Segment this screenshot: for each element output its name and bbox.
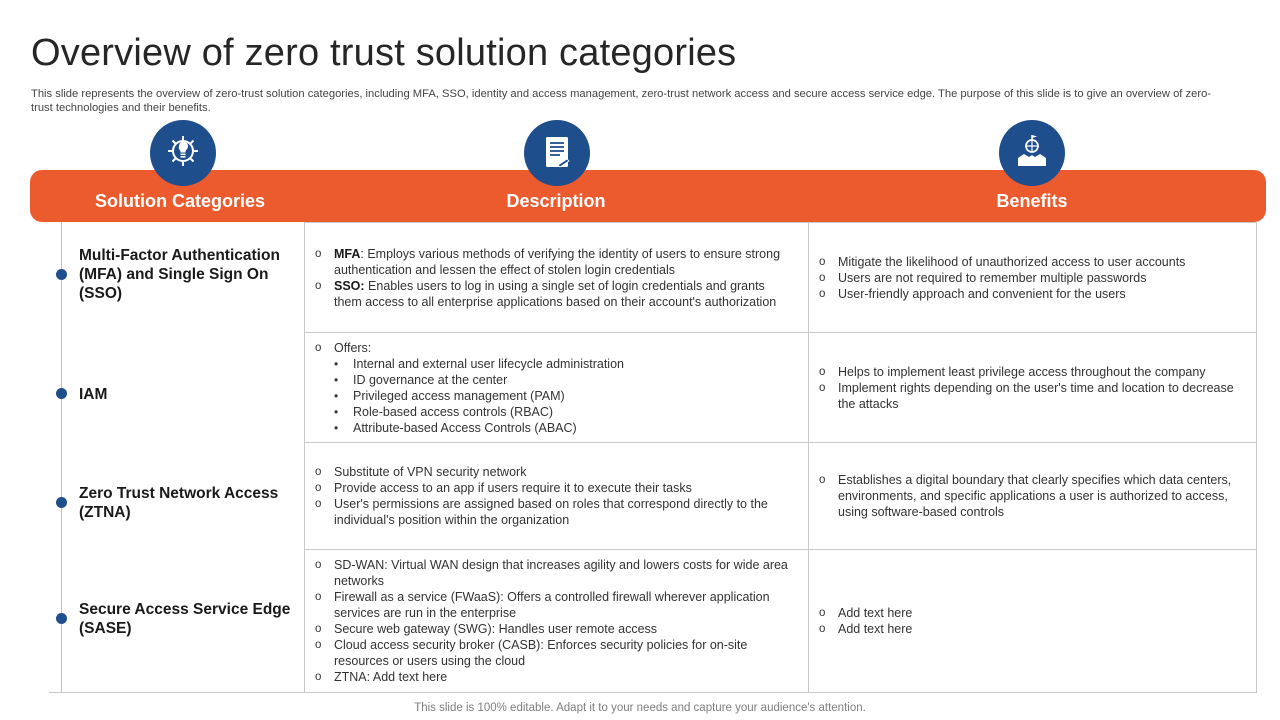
list-item: o User-friendly approach and convenient for the users xyxy=(819,286,1244,302)
list-item: o SSO: Enables users to log in using a single set of login credentials and grants them access to all enterprise applications based on their account's authorization xyxy=(315,278,796,310)
category-ztna: Zero Trust Network Access (ZTNA) xyxy=(79,485,279,521)
list-item: o ZTNA: Add text here xyxy=(315,669,796,685)
benefits-cell-ztna xyxy=(808,442,1257,550)
timeline-dot xyxy=(56,269,67,280)
page-subtitle: This slide represents the overview of zero-trust solution categories, including MFA, SSO, identity and access management, zero-trust network access and secure access service edge. The purpose of this slide is to give an overview of zero-trust technologies and their benefits. xyxy=(31,88,1212,114)
list-item: o Substitute of VPN security network xyxy=(315,464,796,480)
sub-list-item: • Privileged access management (PAM) xyxy=(334,388,796,404)
sub-list-item: • Attribute-based Access Controls (ABAC) xyxy=(334,420,796,436)
list-item: o SD-WAN: Virtual WAN design that increases agility and lowers costs for wide area networks xyxy=(315,557,796,589)
benefits-cell-mfa-sso xyxy=(808,222,1257,333)
list-item: o Helps to implement least privilege access throughout the company xyxy=(819,364,1244,380)
header-solution-categories: Solution Categories xyxy=(94,191,265,211)
timeline-dot xyxy=(56,497,67,508)
list-item: o Add text here xyxy=(819,621,1244,637)
handshake-globe-icon xyxy=(999,120,1065,186)
list-item: o Implement rights depending on the user's time and location to decrease the attacks xyxy=(819,380,1244,412)
list-item: o User's permissions are assigned based on roles that correspond directly to the individual's position within the organization xyxy=(315,496,796,528)
description-cell-sase xyxy=(304,549,809,693)
sub-list-item: • Internal and external user lifecycle administration xyxy=(334,356,796,372)
list-item: o Add text here xyxy=(819,605,1244,621)
category-sase: Secure Access Service Edge (SASE) xyxy=(79,601,291,637)
header-description: Description xyxy=(506,191,606,211)
list-item: o MFA: Employs various methods of verifying the identity of users to ensure strong authentication and lessen the effect of stolen login credentials xyxy=(315,246,796,278)
list-item: o Cloud access security broker (CASB): Enforces security policies for on-site resources or users using the cloud xyxy=(315,637,796,669)
description-cell-mfa-sso xyxy=(304,222,809,333)
description-cell-ztna xyxy=(304,442,809,550)
list-item: o Firewall as a service (FWaaS): Offers a controlled firewall wherever application services are run in the enterprise xyxy=(315,589,796,621)
list-item: o Offers: • Internal and external user lifecycle administration • ID governance at the center • Privileged access management (PAM) • Role-based access controls (RBAC) • Attribute-based Access Controls (ABAC) xyxy=(315,340,796,436)
page-title: Overview of zero trust solution categories xyxy=(31,32,737,74)
category-iam: IAM xyxy=(79,386,108,403)
sub-list-item: • Role-based access controls (RBAC) xyxy=(334,404,796,420)
list-item: o Provide access to an app if users require it to execute their tasks xyxy=(315,480,796,496)
list-item: o Establishes a digital boundary that clearly specifies which data centers, environments, and specific applications a user is authorized to access, using software-based controls xyxy=(819,472,1244,520)
document-icon xyxy=(524,120,590,186)
timeline-dot xyxy=(56,388,67,399)
timeline-dot xyxy=(56,613,67,624)
footer-note: This slide is 100% editable. Adapt it to your needs and capture your audience's attention. xyxy=(414,702,866,714)
benefits-cell-iam xyxy=(808,332,1257,443)
list-item: o Mitigate the likelihood of unauthorized access to user accounts xyxy=(819,254,1244,270)
gear-lightbulb-icon xyxy=(150,120,216,186)
benefits-cell-sase xyxy=(808,549,1257,693)
list-item: o Users are not required to remember multiple passwords xyxy=(819,270,1244,286)
category-mfa-sso: Multi-Factor Authentication (MFA) and Single Sign On (SSO) xyxy=(79,247,280,302)
description-cell-iam xyxy=(304,332,809,443)
sub-list-item: • ID governance at the center xyxy=(334,372,796,388)
header-benefits: Benefits xyxy=(996,191,1068,211)
list-item: o Secure web gateway (SWG): Handles user remote access xyxy=(315,621,796,637)
